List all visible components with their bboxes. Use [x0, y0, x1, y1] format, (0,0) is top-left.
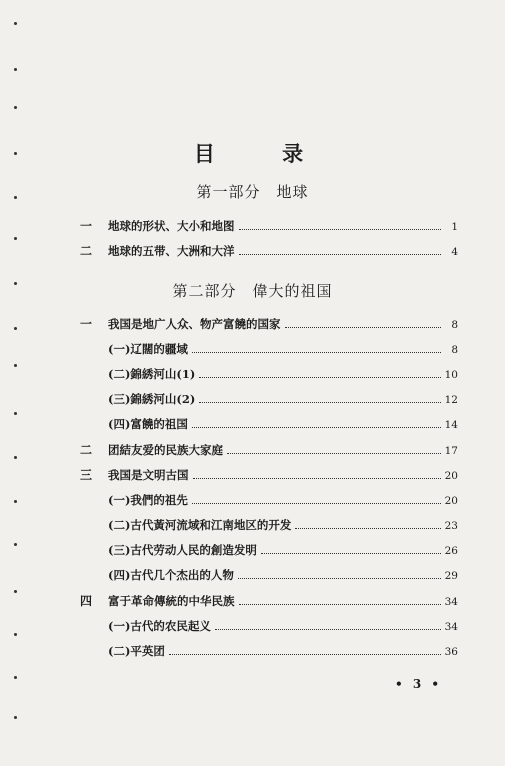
entry-label: (一)我們的祖先 — [108, 493, 188, 507]
dot-leader — [295, 527, 441, 529]
entry-number: 二 — [80, 443, 93, 457]
dot-leader — [285, 326, 442, 328]
dot-leader — [239, 228, 442, 230]
toc-entry[interactable] — [80, 592, 458, 610]
entry-page: 4 — [451, 246, 458, 258]
entry-page: 8 — [451, 319, 458, 331]
entry-label: (二)古代黃河流域和江南地区的开发 — [108, 518, 292, 532]
dot-leader — [193, 477, 442, 479]
entry-number: 四 — [80, 594, 93, 608]
dot-leader — [261, 552, 441, 554]
dot-leader — [239, 253, 442, 255]
toc-subentry[interactable] — [108, 340, 458, 358]
entry-label: 团結友爱的民族大家庭 — [108, 443, 223, 457]
toc-subentry[interactable] — [108, 390, 458, 408]
entry-label: 我国是文明古国 — [108, 468, 189, 482]
dot-leader — [227, 452, 441, 454]
page-title: 目 录 — [193, 141, 334, 166]
entry-page: 34 — [444, 596, 458, 608]
dot-leader — [215, 628, 441, 630]
entry-page: 10 — [444, 369, 458, 381]
entry-label: (二)平英团 — [108, 644, 165, 658]
binding-mark — [14, 716, 17, 719]
dot-leader — [169, 653, 441, 655]
toc-subentry[interactable] — [108, 617, 458, 635]
entry-page: 14 — [444, 419, 458, 431]
toc-entry[interactable] — [80, 242, 458, 260]
dot-leader — [238, 577, 441, 579]
entry-page: 17 — [444, 445, 458, 457]
entry-page: 29 — [444, 570, 458, 582]
entry-label: 地球的五带、大洲和大洋 — [108, 244, 235, 258]
binding-mark — [14, 106, 17, 109]
toc-entry[interactable] — [80, 315, 458, 333]
page-number: • 3 • — [395, 677, 443, 691]
binding-mark — [14, 68, 17, 71]
entry-label: (一)辽闊的疆域 — [108, 342, 188, 356]
entry-number: 一 — [80, 317, 93, 331]
entry-label: (四)古代几个杰出的人物 — [108, 568, 234, 582]
entry-number: 三 — [80, 468, 93, 482]
toc-subentry[interactable] — [108, 491, 458, 509]
dot-leader — [192, 351, 441, 353]
toc-subentry[interactable] — [108, 642, 458, 660]
binding-mark — [14, 412, 17, 415]
entry-label: 富于革命傳統的中华民族 — [108, 594, 235, 608]
toc-subentry[interactable] — [108, 415, 458, 433]
entry-label: 地球的形状、大小和地图 — [108, 219, 235, 233]
entry-number: 二 — [80, 244, 93, 258]
part-heading-1: 第一部分 地球 — [196, 183, 309, 201]
entry-page: 1 — [451, 221, 458, 233]
entry-label: (一)古代的农民起义 — [108, 619, 211, 633]
entry-page: 8 — [451, 344, 458, 356]
dot-leader — [199, 376, 441, 378]
entry-label: (三)錦綉河山(2) — [108, 392, 196, 406]
entry-page: 23 — [444, 520, 458, 532]
binding-mark — [14, 633, 17, 636]
entry-page: 36 — [444, 646, 458, 658]
entry-page: 20 — [444, 470, 458, 482]
entry-number: 一 — [80, 219, 93, 233]
entry-label: (二)錦綉河山(1) — [108, 367, 196, 381]
binding-mark — [14, 543, 17, 546]
toc-entry[interactable] — [80, 441, 458, 459]
toc-subentry[interactable] — [108, 365, 458, 383]
dot-leader — [192, 502, 441, 504]
entry-page: 26 — [444, 545, 458, 557]
dot-leader — [239, 603, 442, 605]
binding-mark — [14, 364, 17, 367]
entry-page: 34 — [444, 621, 458, 633]
toc-subentry[interactable] — [108, 516, 458, 534]
toc-subentry[interactable] — [108, 566, 458, 584]
binding-mark — [14, 327, 17, 330]
entry-label: 我国是地广人众、物产富饒的国家 — [108, 317, 281, 331]
binding-mark — [14, 237, 17, 240]
entry-page: 20 — [444, 495, 458, 507]
binding-mark — [14, 456, 17, 459]
binding-mark — [14, 22, 17, 25]
dot-leader — [199, 401, 441, 403]
entry-label: (四)富饒的祖国 — [108, 417, 188, 431]
entry-label: (三)古代劳动人民的創造发明 — [108, 543, 257, 557]
dot-leader — [192, 426, 441, 428]
entry-page: 12 — [444, 394, 458, 406]
toc-subentry[interactable] — [108, 541, 458, 559]
toc-entry[interactable] — [80, 466, 458, 484]
binding-mark — [14, 590, 17, 593]
part-heading-2: 第二部分 偉大的祖国 — [172, 282, 333, 300]
binding-mark — [14, 500, 17, 503]
binding-mark — [14, 676, 17, 679]
toc-entry[interactable] — [80, 217, 458, 235]
